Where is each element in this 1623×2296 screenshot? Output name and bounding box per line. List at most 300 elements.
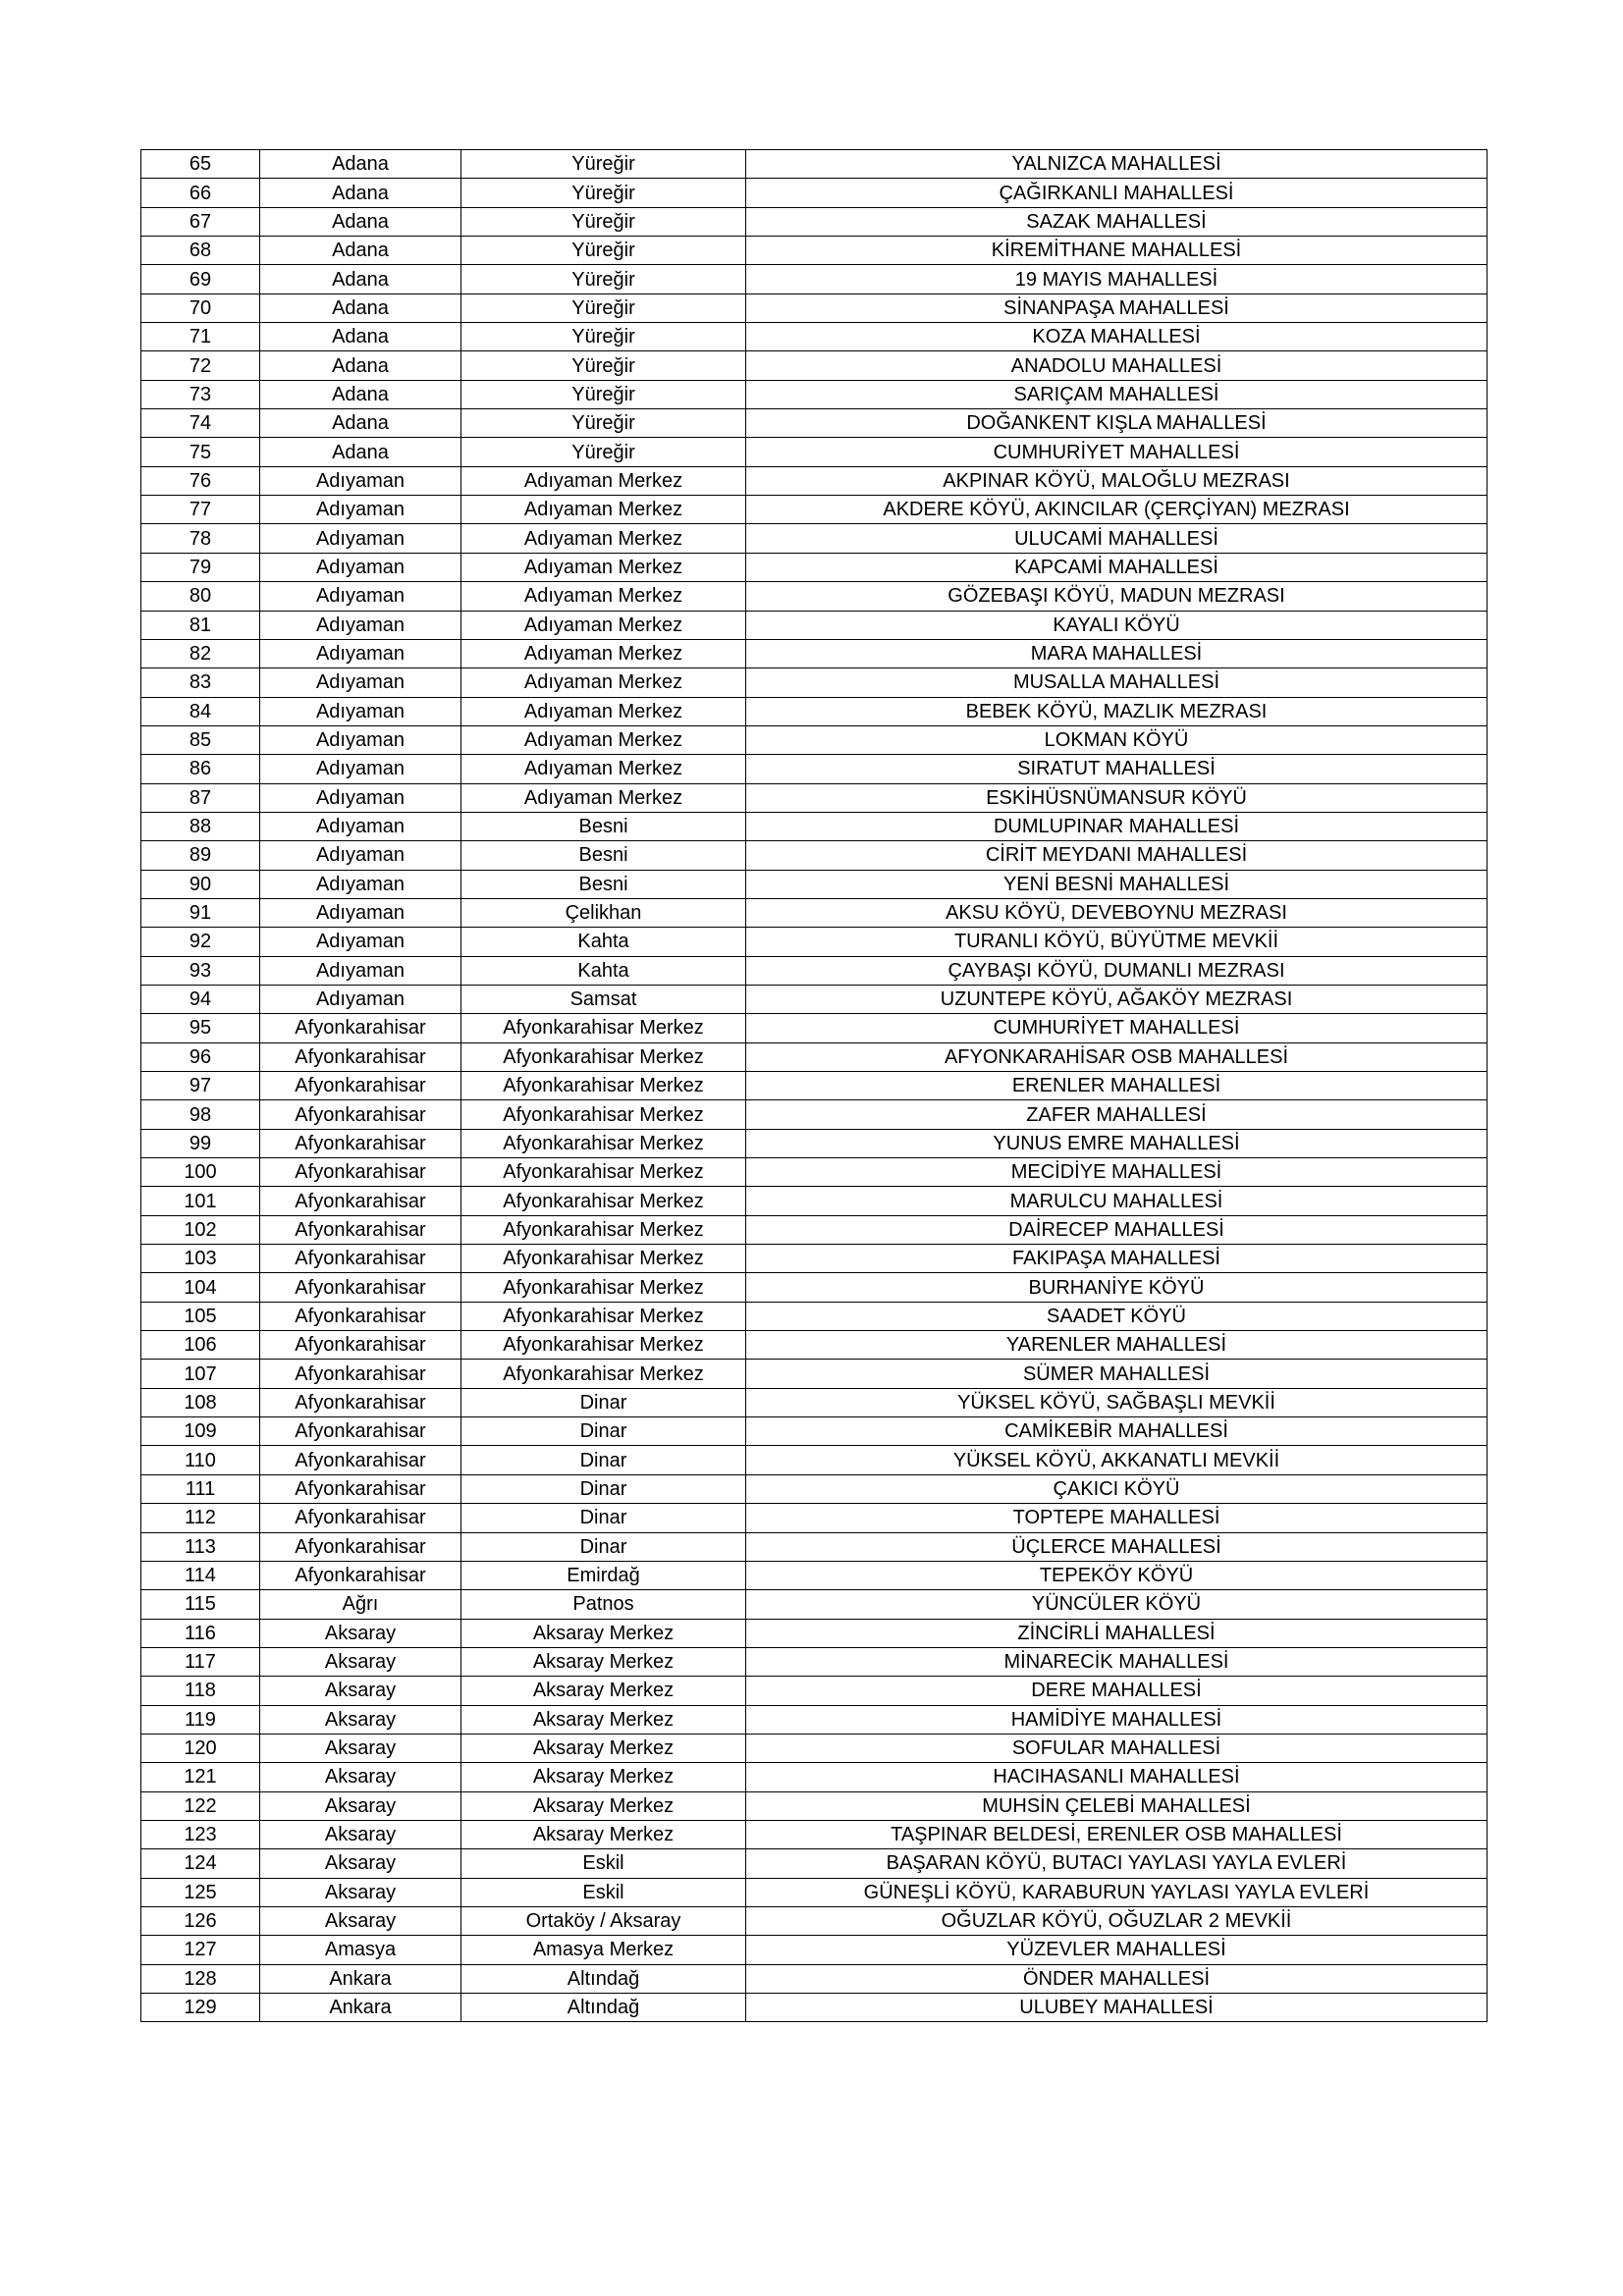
table-row (141, 553, 1488, 581)
table-row (141, 1302, 1488, 1330)
location-cell: CUMHURİYET MAHALLESİ (746, 438, 1488, 466)
row-number-cell: 127 (141, 1936, 260, 1964)
row-number-cell: 83 (141, 668, 260, 697)
province-cell: Afyonkarahisar (260, 1042, 461, 1071)
location-cell: YALNIZCA MAHALLESİ (746, 150, 1488, 179)
row-number-cell: 97 (141, 1072, 260, 1100)
district-cell: Dinar (461, 1532, 746, 1561)
province-cell: Afyonkarahisar (260, 1331, 461, 1360)
province-cell: Afyonkarahisar (260, 1215, 461, 1244)
table-row (141, 812, 1488, 840)
table-row (141, 496, 1488, 524)
province-cell: Adıyaman (260, 553, 461, 581)
table-row (141, 1936, 1488, 1964)
province-cell: Adıyaman (260, 466, 461, 495)
district-cell: Adıyaman Merkez (461, 582, 746, 611)
table-row (141, 380, 1488, 408)
district-cell: Afyonkarahisar Merkez (461, 1014, 746, 1042)
location-cell: ULUBEY MAHALLESİ (746, 1994, 1488, 2022)
location-cell: ESKİHÜSNÜMANSUR KÖYÜ (746, 783, 1488, 812)
location-cell: YÜNCÜLER KÖYÜ (746, 1590, 1488, 1619)
location-cell: CİRİT MEYDANI MAHALLESİ (746, 841, 1488, 870)
row-number-cell: 101 (141, 1187, 260, 1215)
table-row (141, 870, 1488, 898)
table-row (141, 1331, 1488, 1360)
table-row (141, 1561, 1488, 1589)
province-cell: Adıyaman (260, 725, 461, 754)
district-cell: Ortaköy / Aksaray (461, 1906, 746, 1935)
province-cell: Adıyaman (260, 928, 461, 956)
row-number-cell: 93 (141, 956, 260, 985)
location-cell: DOĞANKENT KIŞLA MAHALLESİ (746, 409, 1488, 438)
district-cell: Adıyaman Merkez (461, 697, 746, 725)
province-cell: Afyonkarahisar (260, 1129, 461, 1157)
table-row (141, 150, 1488, 179)
district-cell: Adıyaman Merkez (461, 524, 746, 553)
location-cell: CUMHURİYET MAHALLESİ (746, 1014, 1488, 1042)
province-cell: Afyonkarahisar (260, 1245, 461, 1273)
table-row (141, 1100, 1488, 1129)
location-cell: YÜKSEL KÖYÜ, AKKANATLI MEVKİİ (746, 1446, 1488, 1474)
location-cell: DUMLUPINAR MAHALLESİ (746, 812, 1488, 840)
row-number-cell: 111 (141, 1474, 260, 1503)
location-cell: ZİNCİRLİ MAHALLESİ (746, 1619, 1488, 1647)
province-cell: Afyonkarahisar (260, 1446, 461, 1474)
row-number-cell: 103 (141, 1245, 260, 1273)
district-cell: Afyonkarahisar Merkez (461, 1331, 746, 1360)
district-cell: Afyonkarahisar Merkez (461, 1273, 746, 1302)
district-cell: Adıyaman Merkez (461, 783, 746, 812)
location-cell: ÜÇLERCE MAHALLESİ (746, 1532, 1488, 1561)
district-cell: Aksaray Merkez (461, 1705, 746, 1734)
district-cell: Adıyaman Merkez (461, 725, 746, 754)
district-cell: Dinar (461, 1446, 746, 1474)
province-cell: Amasya (260, 1936, 461, 1964)
district-cell: Adıyaman Merkez (461, 755, 746, 783)
province-cell: Adıyaman (260, 956, 461, 985)
location-cell: ANADOLU MAHALLESİ (746, 351, 1488, 380)
location-cell: YARENLER MAHALLESİ (746, 1331, 1488, 1360)
location-cell: LOKMAN KÖYÜ (746, 725, 1488, 754)
row-number-cell: 71 (141, 323, 260, 351)
location-cell: SİNANPAŞA MAHALLESİ (746, 294, 1488, 322)
province-cell: Aksaray (260, 1791, 461, 1820)
location-cell: HACIHASANLI MAHALLESİ (746, 1763, 1488, 1791)
district-cell: Aksaray Merkez (461, 1820, 746, 1848)
row-number-cell: 96 (141, 1042, 260, 1071)
table-row (141, 323, 1488, 351)
table-row (141, 1705, 1488, 1734)
province-cell: Afyonkarahisar (260, 1561, 461, 1589)
row-number-cell: 100 (141, 1158, 260, 1187)
location-cell: YENİ BESNİ MAHALLESİ (746, 870, 1488, 898)
district-cell: Patnos (461, 1590, 746, 1619)
province-cell: Afyonkarahisar (260, 1504, 461, 1532)
location-table (140, 149, 1488, 2022)
district-cell: Dinar (461, 1388, 746, 1416)
province-cell: Afyonkarahisar (260, 1273, 461, 1302)
district-cell: Besni (461, 870, 746, 898)
table-row (141, 1014, 1488, 1042)
table-row (141, 1504, 1488, 1532)
table-row (141, 783, 1488, 812)
table-row (141, 1158, 1488, 1187)
row-number-cell: 77 (141, 496, 260, 524)
location-cell: MUSALLA MAHALLESİ (746, 668, 1488, 697)
row-number-cell: 91 (141, 898, 260, 927)
district-cell: Dinar (461, 1504, 746, 1532)
district-cell: Adıyaman Merkez (461, 496, 746, 524)
district-cell: Besni (461, 841, 746, 870)
table-row (141, 1187, 1488, 1215)
district-cell: Yüreğir (461, 179, 746, 207)
location-cell: GÖZEBAŞI KÖYÜ, MADUN MEZRASI (746, 582, 1488, 611)
district-cell: Aksaray Merkez (461, 1791, 746, 1820)
table-row (141, 409, 1488, 438)
table-row (141, 1820, 1488, 1848)
row-number-cell: 119 (141, 1705, 260, 1734)
row-number-cell: 75 (141, 438, 260, 466)
table-row (141, 237, 1488, 265)
location-cell: GÜNEŞLİ KÖYÜ, KARABURUN YAYLASI YAYLA EVLERİ (746, 1878, 1488, 1906)
row-number-cell: 113 (141, 1532, 260, 1561)
province-cell: Adana (260, 207, 461, 236)
province-cell: Aksaray (260, 1906, 461, 1935)
location-cell: TURANLI KÖYÜ, BÜYÜTME MEVKİİ (746, 928, 1488, 956)
row-number-cell: 98 (141, 1100, 260, 1129)
province-cell: Adıyaman (260, 985, 461, 1013)
row-number-cell: 86 (141, 755, 260, 783)
row-number-cell: 81 (141, 611, 260, 639)
location-cell: MARA MAHALLESİ (746, 639, 1488, 667)
province-cell: Adıyaman (260, 668, 461, 697)
location-cell: YÜZEVLER MAHALLESİ (746, 1936, 1488, 1964)
location-cell: CAMİKEBİR MAHALLESİ (746, 1417, 1488, 1446)
province-cell: Afyonkarahisar (260, 1158, 461, 1187)
row-number-cell: 108 (141, 1388, 260, 1416)
district-cell: Afyonkarahisar Merkez (461, 1187, 746, 1215)
row-number-cell: 107 (141, 1360, 260, 1388)
province-cell: Ankara (260, 1994, 461, 2022)
province-cell: Afyonkarahisar (260, 1360, 461, 1388)
table-row (141, 1446, 1488, 1474)
table-row (141, 1215, 1488, 1244)
row-number-cell: 89 (141, 841, 260, 870)
table-row (141, 611, 1488, 639)
row-number-cell: 79 (141, 553, 260, 581)
table-row (141, 1647, 1488, 1676)
district-cell: Adıyaman Merkez (461, 611, 746, 639)
row-number-cell: 84 (141, 697, 260, 725)
location-cell: ÇAKICI KÖYÜ (746, 1474, 1488, 1503)
table-row (141, 294, 1488, 322)
district-cell: Yüreğir (461, 150, 746, 179)
location-cell: SOFULAR MAHALLESİ (746, 1734, 1488, 1762)
table-row (141, 1964, 1488, 1993)
row-number-cell: 116 (141, 1619, 260, 1647)
row-number-cell: 68 (141, 237, 260, 265)
row-number-cell: 102 (141, 1215, 260, 1244)
province-cell: Adıyaman (260, 611, 461, 639)
table-row (141, 1360, 1488, 1388)
location-cell: ÖNDER MAHALLESİ (746, 1964, 1488, 1993)
location-cell: BEBEK KÖYÜ, MAZLIK MEZRASI (746, 697, 1488, 725)
row-number-cell: 82 (141, 639, 260, 667)
location-cell: AKPINAR KÖYÜ, MALOĞLU MEZRASI (746, 466, 1488, 495)
location-cell: YÜKSEL KÖYÜ, SAĞBAŞLI MEVKİİ (746, 1388, 1488, 1416)
location-cell: ULUCAMİ MAHALLESİ (746, 524, 1488, 553)
district-cell: Amasya Merkez (461, 1936, 746, 1964)
row-number-cell: 85 (141, 725, 260, 754)
district-cell: Besni (461, 812, 746, 840)
table-row (141, 1763, 1488, 1791)
location-cell: AFYONKARAHİSAR OSB MAHALLESİ (746, 1042, 1488, 1071)
province-cell: Afyonkarahisar (260, 1187, 461, 1215)
row-number-cell: 104 (141, 1273, 260, 1302)
table-row (141, 1417, 1488, 1446)
table-row (141, 755, 1488, 783)
district-cell: Aksaray Merkez (461, 1647, 746, 1676)
location-cell: 19 MAYIS MAHALLESİ (746, 265, 1488, 294)
location-cell: DERE MAHALLESİ (746, 1677, 1488, 1705)
table-row (141, 1042, 1488, 1071)
table-row (141, 725, 1488, 754)
row-number-cell: 69 (141, 265, 260, 294)
district-cell: Adıyaman Merkez (461, 639, 746, 667)
table-row (141, 438, 1488, 466)
province-cell: Aksaray (260, 1734, 461, 1762)
location-cell: SIRATUT MAHALLESİ (746, 755, 1488, 783)
row-number-cell: 90 (141, 870, 260, 898)
table-row (141, 1532, 1488, 1561)
district-cell: Afyonkarahisar Merkez (461, 1215, 746, 1244)
table-row (141, 265, 1488, 294)
table-row (141, 466, 1488, 495)
district-cell: Eskil (461, 1849, 746, 1878)
row-number-cell: 99 (141, 1129, 260, 1157)
province-cell: Adıyaman (260, 639, 461, 667)
district-cell: Dinar (461, 1474, 746, 1503)
province-cell: Adıyaman (260, 783, 461, 812)
row-number-cell: 115 (141, 1590, 260, 1619)
table-row (141, 928, 1488, 956)
row-number-cell: 114 (141, 1561, 260, 1589)
district-cell: Yüreğir (461, 207, 746, 236)
location-cell: OĞUZLAR KÖYÜ, OĞUZLAR 2 MEVKİİ (746, 1906, 1488, 1935)
row-number-cell: 123 (141, 1820, 260, 1848)
province-cell: Ağrı (260, 1590, 461, 1619)
province-cell: Adana (260, 380, 461, 408)
table-row (141, 639, 1488, 667)
district-cell: Aksaray Merkez (461, 1763, 746, 1791)
location-cell: KOZA MAHALLESİ (746, 323, 1488, 351)
row-number-cell: 106 (141, 1331, 260, 1360)
table-row (141, 1619, 1488, 1647)
district-cell: Yüreğir (461, 323, 746, 351)
district-cell: Çelikhan (461, 898, 746, 927)
row-number-cell: 124 (141, 1849, 260, 1878)
province-cell: Aksaray (260, 1878, 461, 1906)
province-cell: Adıyaman (260, 582, 461, 611)
row-number-cell: 118 (141, 1677, 260, 1705)
row-number-cell: 78 (141, 524, 260, 553)
table-row (141, 582, 1488, 611)
district-cell: Kahta (461, 956, 746, 985)
district-cell: Afyonkarahisar Merkez (461, 1245, 746, 1273)
table-row (141, 956, 1488, 985)
district-cell: Eskil (461, 1878, 746, 1906)
location-cell: KİREMİTHANE MAHALLESİ (746, 237, 1488, 265)
location-cell: FAKIPAŞA MAHALLESİ (746, 1245, 1488, 1273)
province-cell: Afyonkarahisar (260, 1072, 461, 1100)
province-cell: Aksaray (260, 1647, 461, 1676)
province-cell: Afyonkarahisar (260, 1417, 461, 1446)
province-cell: Adıyaman (260, 524, 461, 553)
row-number-cell: 65 (141, 150, 260, 179)
district-cell: Afyonkarahisar Merkez (461, 1158, 746, 1187)
location-cell: UZUNTEPE KÖYÜ, AĞAKÖY MEZRASI (746, 985, 1488, 1013)
province-cell: Adana (260, 409, 461, 438)
table-row (141, 1129, 1488, 1157)
province-cell: Afyonkarahisar (260, 1100, 461, 1129)
table-row (141, 1474, 1488, 1503)
province-cell: Adana (260, 351, 461, 380)
district-cell: Aksaray Merkez (461, 1677, 746, 1705)
row-number-cell: 73 (141, 380, 260, 408)
location-cell: ÇAĞIRKANLI MAHALLESİ (746, 179, 1488, 207)
table-row (141, 179, 1488, 207)
district-cell: Afyonkarahisar Merkez (461, 1302, 746, 1330)
row-number-cell: 80 (141, 582, 260, 611)
row-number-cell: 70 (141, 294, 260, 322)
row-number-cell: 122 (141, 1791, 260, 1820)
table-row (141, 1590, 1488, 1619)
row-number-cell: 129 (141, 1994, 260, 2022)
province-cell: Afyonkarahisar (260, 1302, 461, 1330)
location-cell: AKSU KÖYÜ, DEVEBOYNU MEZRASI (746, 898, 1488, 927)
row-number-cell: 95 (141, 1014, 260, 1042)
table-row (141, 351, 1488, 380)
location-cell: KAPCAMİ MAHALLESİ (746, 553, 1488, 581)
district-cell: Yüreğir (461, 294, 746, 322)
district-cell: Yüreğir (461, 351, 746, 380)
location-cell: BURHANİYE KÖYÜ (746, 1273, 1488, 1302)
table-row (141, 1245, 1488, 1273)
district-cell: Aksaray Merkez (461, 1619, 746, 1647)
table-row (141, 697, 1488, 725)
district-cell: Yüreğir (461, 409, 746, 438)
province-cell: Adıyaman (260, 898, 461, 927)
location-cell: MECİDİYE MAHALLESİ (746, 1158, 1488, 1187)
table-row (141, 985, 1488, 1013)
province-cell: Adıyaman (260, 841, 461, 870)
province-cell: Adıyaman (260, 870, 461, 898)
district-cell: Dinar (461, 1417, 746, 1446)
district-cell: Adıyaman Merkez (461, 466, 746, 495)
row-number-cell: 126 (141, 1906, 260, 1935)
table-row (141, 1791, 1488, 1820)
location-cell: MUHSİN ÇELEBİ MAHALLESİ (746, 1791, 1488, 1820)
district-cell: Adıyaman Merkez (461, 553, 746, 581)
province-cell: Adıyaman (260, 812, 461, 840)
district-cell: Yüreğir (461, 380, 746, 408)
province-cell: Adana (260, 323, 461, 351)
row-number-cell: 87 (141, 783, 260, 812)
row-number-cell: 105 (141, 1302, 260, 1330)
row-number-cell: 110 (141, 1446, 260, 1474)
location-cell: AKDERE KÖYÜ, AKINCILAR (ÇERÇİYAN) MEZRASI (746, 496, 1488, 524)
province-cell: Ankara (260, 1964, 461, 1993)
district-cell: Altındağ (461, 1994, 746, 2022)
table-row (141, 207, 1488, 236)
table-row (141, 1906, 1488, 1935)
province-cell: Aksaray (260, 1619, 461, 1647)
district-cell: Adıyaman Merkez (461, 668, 746, 697)
row-number-cell: 76 (141, 466, 260, 495)
location-cell: SÜMER MAHALLESİ (746, 1360, 1488, 1388)
district-cell: Emirdağ (461, 1561, 746, 1589)
province-cell: Adıyaman (260, 697, 461, 725)
district-cell: Afyonkarahisar Merkez (461, 1129, 746, 1157)
province-cell: Afyonkarahisar (260, 1388, 461, 1416)
row-number-cell: 74 (141, 409, 260, 438)
row-number-cell: 125 (141, 1878, 260, 1906)
location-cell: MARULCU MAHALLESİ (746, 1187, 1488, 1215)
table-row (141, 1388, 1488, 1416)
district-cell: Yüreğir (461, 438, 746, 466)
province-cell: Aksaray (260, 1849, 461, 1878)
table-row (141, 841, 1488, 870)
table-body (141, 150, 1488, 2022)
district-cell: Yüreğir (461, 265, 746, 294)
location-cell: BAŞARAN KÖYÜ, BUTACI YAYLASI YAYLA EVLERİ (746, 1849, 1488, 1878)
row-number-cell: 66 (141, 179, 260, 207)
location-cell: MİNARECİK MAHALLESİ (746, 1647, 1488, 1676)
province-cell: Afyonkarahisar (260, 1014, 461, 1042)
location-cell: TOPTEPE MAHALLESİ (746, 1504, 1488, 1532)
location-cell: DAİRECEP MAHALLESİ (746, 1215, 1488, 1244)
location-cell: SARIÇAM MAHALLESİ (746, 380, 1488, 408)
province-cell: Adana (260, 237, 461, 265)
district-cell: Samsat (461, 985, 746, 1013)
table-row (141, 1072, 1488, 1100)
row-number-cell: 67 (141, 207, 260, 236)
province-cell: Afyonkarahisar (260, 1532, 461, 1561)
province-cell: Adana (260, 294, 461, 322)
district-cell: Aksaray Merkez (461, 1734, 746, 1762)
district-cell: Altındağ (461, 1964, 746, 1993)
row-number-cell: 109 (141, 1417, 260, 1446)
district-cell: Afyonkarahisar Merkez (461, 1072, 746, 1100)
province-cell: Adıyaman (260, 755, 461, 783)
province-cell: Afyonkarahisar (260, 1474, 461, 1503)
province-cell: Aksaray (260, 1763, 461, 1791)
location-cell: KAYALI KÖYÜ (746, 611, 1488, 639)
location-cell: ERENLER MAHALLESİ (746, 1072, 1488, 1100)
province-cell: Aksaray (260, 1820, 461, 1848)
province-cell: Aksaray (260, 1705, 461, 1734)
row-number-cell: 117 (141, 1647, 260, 1676)
location-cell: TAŞPINAR BELDESİ, ERENLER OSB MAHALLESİ (746, 1820, 1488, 1848)
table-row (141, 1273, 1488, 1302)
province-cell: Adana (260, 265, 461, 294)
table-row (141, 1849, 1488, 1878)
location-cell: TEPEKÖY KÖYÜ (746, 1561, 1488, 1589)
table-row (141, 1677, 1488, 1705)
row-number-cell: 88 (141, 812, 260, 840)
location-cell: YUNUS EMRE MAHALLESİ (746, 1129, 1488, 1157)
province-cell: Adıyaman (260, 496, 461, 524)
